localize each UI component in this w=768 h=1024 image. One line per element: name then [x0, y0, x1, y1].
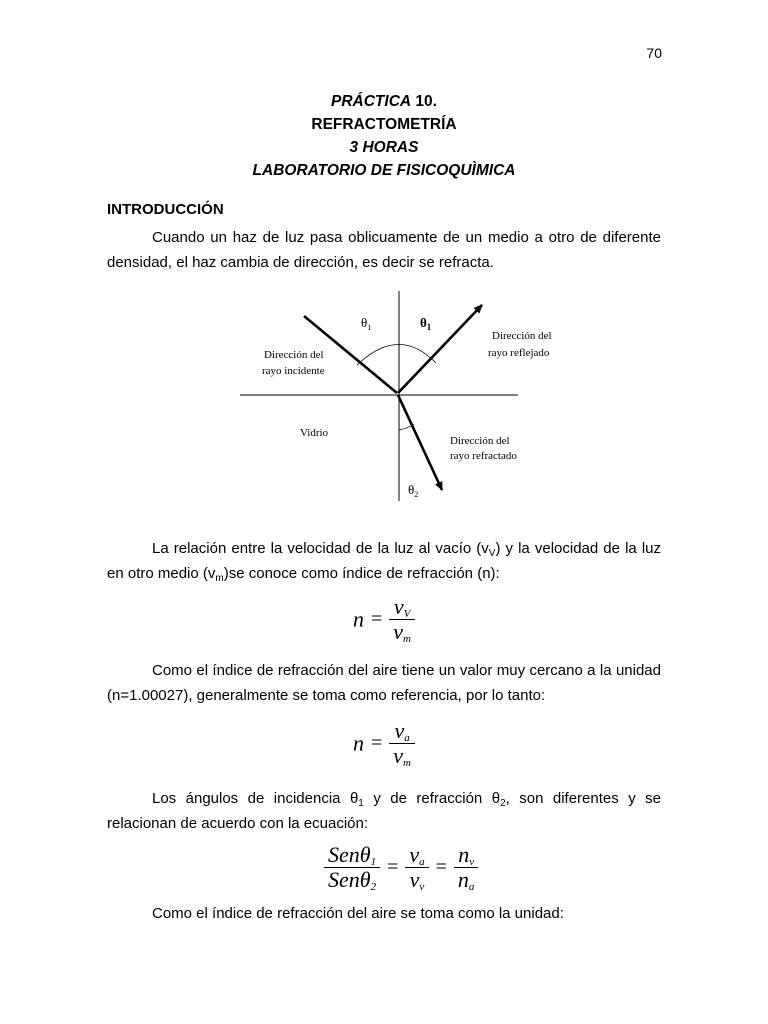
paragraph-velocity-line2: en otro medio $(v_m)se$ conoce como índice de refracción (n): — [107, 565, 500, 584]
paragraph-air-index-line2: (n=1.00027), generalmente se toma como referencia, por lo tanto: — [107, 687, 546, 704]
paragraph-angles-line1: Los ángulos de incidencia $\theta_1$ y de refracción $\theta_2$, son diferentes y se — [152, 790, 661, 809]
fraction: $\frac{v_V}{v_m}$ — [389, 595, 415, 644]
fraction-velocity-ratio: $\frac{v_a}{v_v}$ — [405, 843, 428, 892]
reflected-ray — [398, 305, 482, 393]
paragraph-air-index — [107, 658, 661, 708]
reflection-angle-arc — [357, 344, 436, 365]
title-horas: 3 HORAS — [349, 139, 419, 156]
section-heading-introduccion: INTRODUCCIÓN — [107, 201, 224, 218]
paragraph-velocity-line1: La relación entre la velocidad de la luz al vacío $(v_V)$ y la velocidad de la luz — [152, 540, 661, 559]
fraction-index-ratio: $\frac{n_v}{n_a}$ — [454, 843, 479, 892]
theta1-reflected-label: $\theta_1$ — [420, 315, 432, 332]
title-laboratorio: LABORATORIO DE FISICOQUÌMICA — [252, 162, 516, 179]
paragraph-air-unit-line1: Como el índice de refracción del aire se toma como la unidad: — [152, 905, 564, 922]
refracted-direction-label-2: rayo refractado — [450, 450, 517, 462]
medium-label-vidrio: Vidrio — [300, 427, 329, 439]
paragraph-intro-line1: Cuando un haz de luz pasa oblicuamente de un medio a otro de diferente — [152, 229, 661, 246]
formula-refractive-index-air: n = $\frac{v_a}{v_m}$ — [353, 719, 415, 768]
formula-refractive-index-vacuum: n = $\frac{v_V}{v_m}$ — [353, 595, 415, 644]
paragraph-angles-line2: relacionan de acuerdo con la ecuación: — [107, 815, 369, 832]
paragraph-intro-line2: densidad, el haz cambia de dirección, es decir se refracta. — [107, 254, 494, 271]
incident-direction-label-2: rayo incidente — [262, 365, 325, 377]
reflected-direction-label-1: Dirección del — [492, 330, 552, 342]
page-number: 70 — [646, 45, 662, 61]
theta1-incident-label: $\theta_1$ — [361, 315, 372, 332]
reflected-direction-label-2: rayo reflejado — [488, 347, 550, 359]
incident-direction-label-1: Dirección del — [264, 349, 324, 361]
title-practica: PRÁCTICA 10. — [331, 93, 437, 110]
paragraph-angles — [107, 786, 661, 836]
paragraph-intro — [107, 225, 661, 275]
refracted-direction-label-1: Dirección del — [450, 435, 510, 447]
title-refractometria: REFRACTOMETRÍA — [311, 116, 457, 133]
refracted-ray — [398, 395, 442, 490]
paragraph-air-index-line1: Como el índice de refracción del aire tiene un valor muy cercano a la unidad — [152, 662, 661, 679]
paragraph-air-unit — [107, 901, 661, 926]
title-block — [0, 90, 768, 182]
formula-snell-law: $\frac{Sen\theta_1}{Sen\theta_2}$ = $\frac{v_a}{v_v}$ = $\frac{n_v}{n_a}$ — [324, 843, 478, 892]
fraction-sine-ratio: $\frac{Sen\theta_1}{Sen\theta_2}$ — [324, 843, 380, 892]
refraction-diagram — [236, 285, 568, 505]
theta2-label: $\theta_2$ — [408, 482, 419, 499]
fraction: $\frac{v_a}{v_m}$ — [389, 719, 415, 768]
paragraph-velocity — [107, 536, 661, 586]
